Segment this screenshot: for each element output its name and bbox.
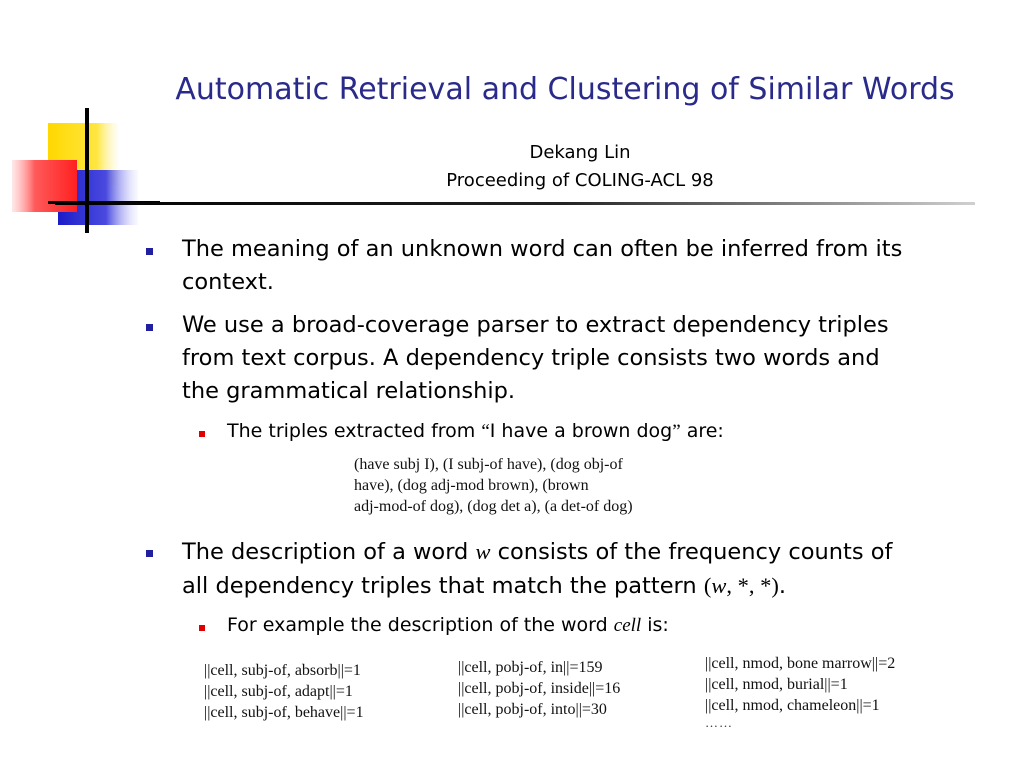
count-entry: ||cell, nmod, bone marrow||=2 <box>705 655 896 672</box>
count-entry: ||cell, nmod, chameleon||=1 <box>705 697 880 714</box>
bullet-word-description <box>182 535 892 603</box>
pattern-variable-w: w <box>711 573 727 598</box>
sub-bullet-text: For example the description of the word <box>227 614 614 636</box>
bullet-line <box>182 569 892 603</box>
sub-bullet-marker <box>199 625 205 631</box>
bullet-line <box>182 535 892 569</box>
count-entry: ||cell, subj-of, absorb||=1 <box>204 662 361 679</box>
sub-bullet-cell-example <box>227 612 669 639</box>
bullet-line: context. <box>182 269 274 295</box>
bullet-text: consists of the frequency counts of <box>490 539 893 565</box>
close-quote: ” <box>672 421 681 442</box>
bullet-text: The description of a word <box>182 539 476 565</box>
count-entry: ||cell, pobj-of, inside||=16 <box>458 680 621 697</box>
sub-bullet-text: are: <box>680 420 724 442</box>
bullet-marker <box>146 324 153 331</box>
bullet-line: The meaning of an unknown word can often be inferred from its <box>182 236 903 262</box>
triples-line: (have subj I), (I subj-of have), (dog obj-of <box>354 456 623 473</box>
bullet-dependency-triples <box>182 309 889 408</box>
slide-title: Automatic Retrieval and Clustering of Similar Words <box>175 72 955 107</box>
variable-w: w <box>475 539 491 564</box>
count-entry: ||cell, pobj-of, into||=30 <box>458 701 607 718</box>
logo-vertical-line <box>85 108 89 233</box>
slide-decoration-logo <box>0 108 160 233</box>
pattern-rest: , *, *) <box>726 573 779 598</box>
sub-bullet-marker <box>199 431 205 437</box>
triples-line: have), (dog adj-mod brown), (brown <box>354 477 589 494</box>
cell-counts-subj-of <box>204 660 364 723</box>
open-quote: “ <box>481 421 490 442</box>
title-divider <box>55 202 975 205</box>
paper-author: Dekang Lin <box>529 142 631 163</box>
triples-line: adj-mod-of dog), (dog det a), (a det-of dog) <box>354 498 633 515</box>
count-entry: ||cell, subj-of, behave||=1 <box>204 704 364 721</box>
triples-example-block <box>354 454 633 517</box>
count-entry: ||cell, pobj-of, in||=159 <box>458 659 603 676</box>
bullet-meaning-from-context <box>182 233 902 299</box>
sub-bullet-text: The triples extracted from <box>227 420 482 442</box>
sub-bullet-text: is: <box>641 614 669 636</box>
sub-bullet-triples-example <box>227 418 724 445</box>
bullet-text: all dependency triples that match the pattern <box>182 573 704 599</box>
bullet-text: . <box>778 573 786 599</box>
bullet-marker <box>146 248 153 255</box>
word-cell: cell <box>613 615 642 636</box>
count-entry: ||cell, subj-of, adapt||=1 <box>204 683 353 700</box>
cell-counts-pobj-of <box>458 657 620 720</box>
more-entries-ellipsis: …… <box>705 715 733 730</box>
paper-venue: Proceeding of COLING-ACL 98 <box>446 170 714 191</box>
cell-counts-nmod <box>705 653 895 730</box>
bullet-line: We use a broad-coverage parser to extract dependency triples <box>182 312 889 338</box>
quoted-sentence: I have a brown dog <box>489 420 673 442</box>
count-entry: ||cell, nmod, burial||=1 <box>705 676 848 693</box>
pattern-open: ( <box>703 573 712 598</box>
bullet-marker <box>146 550 153 557</box>
bullet-line: from text corpus. A dependency triple consists two words and <box>182 345 880 371</box>
bullet-line: the grammatical relationship. <box>182 378 516 404</box>
